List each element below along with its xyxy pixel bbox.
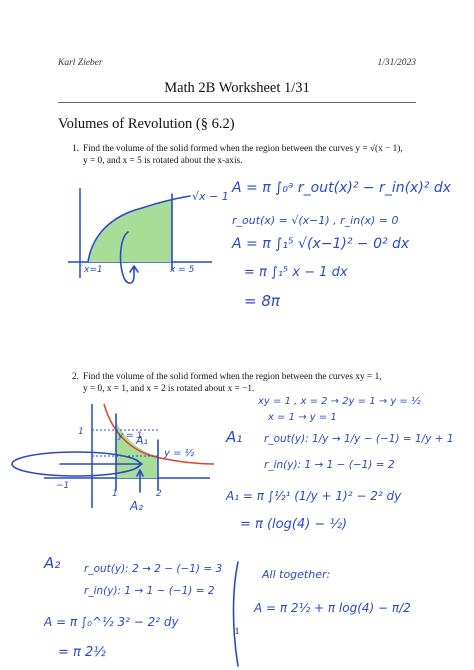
p1-work-line1: A = π ∫₀ᵃ r_out(x)² − r_in(x)² dx: [232, 180, 452, 196]
section-heading: Volumes of Revolution (§ 6.2): [58, 116, 235, 132]
shaded-region: [88, 200, 172, 262]
a2-work-line1: r_out(y): 2 → 2 − (−1) = 3: [84, 563, 223, 575]
p2-top-line1: xy = 1 , x = 2 → 2y = 1 → y = ½: [258, 396, 421, 407]
together-result: A = π 2½ + π log(4) − π/2: [254, 601, 411, 615]
a1-work-line4: = π (log(4) − ½): [240, 517, 348, 532]
tick-1-label: 1: [112, 489, 118, 499]
x1-label: x=1: [84, 265, 103, 275]
tick-2-label: 2: [156, 489, 162, 499]
a2-label: A₂: [44, 554, 61, 572]
a1-work-line3: A₁ = π ∫½¹ (1/y + 1)² − 2² dy: [226, 489, 402, 503]
date: 1/31/2023: [377, 58, 416, 68]
a2-work-line3: A = π ∫₀^½ 3² − 2² dy: [44, 615, 179, 629]
page-title: Math 2B Worksheet 1/31: [164, 80, 310, 96]
a1-graph-label: A₁: [136, 434, 148, 447]
author-name: Karl Zieber: [58, 58, 103, 68]
problem-2-text-line1: Find the volume of the solid formed when the region between the curves xy = 1,: [83, 372, 382, 382]
problem-1-text-line1: Find the volume of the solid formed when the region between the curves y = √(x − 1),: [83, 144, 403, 154]
problem-1-graph: [68, 188, 229, 283]
p2-top-line2: x = 1 → y = 1: [268, 412, 337, 423]
a2-work-line2: r_in(y): 1 → 1 − (−1) = 2: [84, 585, 215, 597]
problem-2-text-line2: y = 0, x = 1, and x = 2 is rotated about x = −1.: [83, 384, 255, 394]
problem-1-number: 1.: [72, 144, 79, 154]
problem-2-graph: [12, 404, 214, 513]
page-number: 1: [234, 626, 240, 636]
work-divider: [234, 562, 239, 666]
ytick-1-label: 1: [78, 427, 84, 437]
p1-work-line3: A = π ∫₁⁵ √(x−1)² − 0² dx: [232, 236, 410, 252]
y1-label: y = 1: [118, 431, 143, 441]
a1-work-line2: r_in(y): 1 → 1 − (−1) = 2: [264, 459, 395, 471]
problem-1-text-line2: y = 0, and x = 5 is rotated about the x-axis.: [83, 156, 243, 166]
x5-label: x = 5: [170, 265, 195, 275]
a2-graph-label: A₂: [130, 499, 144, 513]
a1-label: A₁: [226, 428, 243, 446]
yhalf-label: y = ½: [164, 448, 195, 459]
curve-label: √x − 1: [192, 190, 229, 203]
tick-neg1-label: −1: [56, 481, 70, 491]
a2-work-line4: = π 2½: [58, 645, 106, 660]
p1-work-line4: = π ∫₁⁵ x − 1 dx: [244, 265, 348, 280]
a1-work-line1: r_out(y): 1/y → 1/y − (−1) = 1/y + 1: [264, 433, 454, 445]
p1-work-line5: = 8π: [244, 292, 280, 310]
together-label: All together:: [262, 568, 331, 581]
p1-work-line2: r_out(x) = √(x−1) , r_in(x) = 0: [232, 214, 399, 227]
problem-2-number: 2.: [72, 372, 79, 382]
